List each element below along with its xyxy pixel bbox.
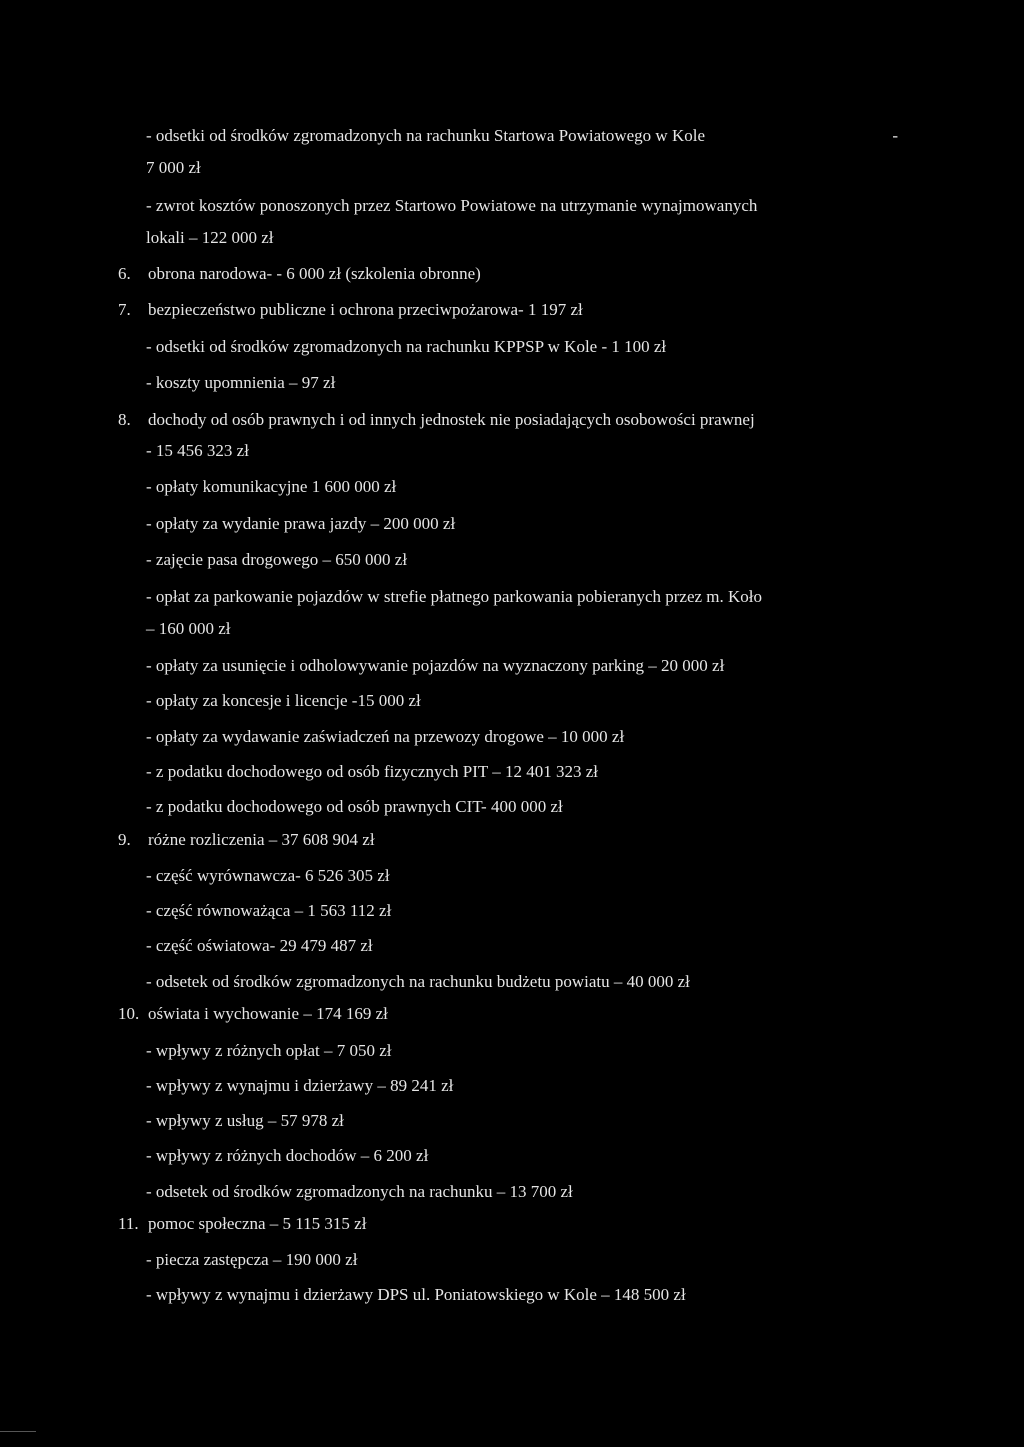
text-line: - wpływy z usług – 57 978 zł: [146, 1111, 344, 1130]
line-trailing-dash: -: [892, 126, 898, 145]
text-line: - część równoważąca – 1 563 112 zł: [146, 901, 392, 920]
text-line: - 15 456 323 zł: [146, 441, 249, 460]
numbered-item: [118, 300, 583, 320]
text-line: 7 000 zł: [146, 158, 201, 177]
numbered-item: [118, 264, 481, 284]
text-line: - wpływy z różnych opłat – 7 050 zł: [146, 1041, 392, 1060]
item-text: pomoc społeczna – 5 115 315 zł: [148, 1214, 367, 1233]
text-line: - część wyrównawcza- 6 526 305 zł: [146, 866, 390, 885]
item-text: dochody od osób prawnych i od innych jednostek nie posiadających osobowości prawnej: [148, 410, 755, 429]
item-text: różne rozliczenia – 37 608 904 zł: [148, 830, 375, 849]
item-number: 6.: [118, 264, 131, 283]
item-number: 7.: [118, 300, 131, 319]
text-line: - wpływy z różnych dochodów – 6 200 zł: [146, 1146, 429, 1165]
text-line: - wpływy z wynajmu i dzierżawy – 89 241 zł: [146, 1076, 454, 1095]
text-line: lokali – 122 000 zł: [146, 228, 274, 247]
item-number: 11.: [118, 1214, 139, 1233]
text-line: - opłaty za usunięcie i odholowywanie pojazdów na wyznaczony parking – 20 000 zł: [146, 656, 725, 675]
item-number: 8.: [118, 410, 131, 429]
numbered-item: [118, 830, 375, 850]
text-line: - z podatku dochodowego od osób fizycznych PIT – 12 401 323 zł: [146, 762, 598, 781]
text-line: - opłat za parkowanie pojazdów w strefie płatnego parkowania pobieranych przez m. Koło: [146, 587, 763, 606]
text-line: - piecza zastępcza – 190 000 zł: [146, 1250, 358, 1269]
text-line: - opłaty za koncesje i licencje -15 000 zł: [146, 691, 421, 710]
numbered-item: [118, 410, 755, 430]
item-text: oświata i wychowanie – 174 169 zł: [148, 1004, 388, 1023]
line-text: - odsetki od środków zgromadzonych na rachunku Startowa Powiatowego w Kole: [146, 126, 705, 145]
item-text: bezpieczeństwo publiczne i ochrona przeciwpożarowa- 1 197 zł: [148, 300, 583, 319]
text-line: - opłaty za wydanie prawa jazdy – 200 000 zł: [146, 514, 456, 533]
text-line: - z podatku dochodowego od osób prawnych CIT- 400 000 zł: [146, 797, 563, 816]
text-line: – 160 000 zł: [146, 619, 231, 638]
text-line: [146, 126, 898, 146]
text-line: - koszty upomnienia – 97 zł: [146, 373, 336, 392]
item-number: 9.: [118, 830, 131, 849]
text-line: - opłaty komunikacyjne 1 600 000 zł: [146, 477, 397, 496]
text-line: - część oświatowa- 29 479 487 zł: [146, 936, 373, 955]
text-line: - opłaty za wydawanie zaświadczeń na przewozy drogowe – 10 000 zł: [146, 727, 625, 746]
item-text: obrona narodowa- - 6 000 zł (szkolenia obronne): [148, 264, 481, 283]
footer-rule: [0, 1431, 36, 1432]
text-line: - wpływy z wynajmu i dzierżawy DPS ul. Poniatowskiego w Kole – 148 500 zł: [146, 1285, 686, 1304]
text-line: - zwrot kosztów ponoszonych przez Startowo Powiatowe na utrzymanie wynajmowanych: [146, 196, 758, 215]
text-line: - odsetek od środków zgromadzonych na rachunku – 13 700 zł: [146, 1182, 573, 1201]
text-line: - zajęcie pasa drogowego – 650 000 zł: [146, 550, 408, 569]
item-number: 10.: [118, 1004, 140, 1023]
numbered-item: [118, 1004, 388, 1024]
numbered-item: [118, 1214, 366, 1234]
text-line: - odsetki od środków zgromadzonych na rachunku KPPSP w Kole - 1 100 zł: [146, 337, 667, 356]
text-line: - odsetek od środków zgromadzonych na rachunku budżetu powiatu – 40 000 zł: [146, 972, 690, 991]
